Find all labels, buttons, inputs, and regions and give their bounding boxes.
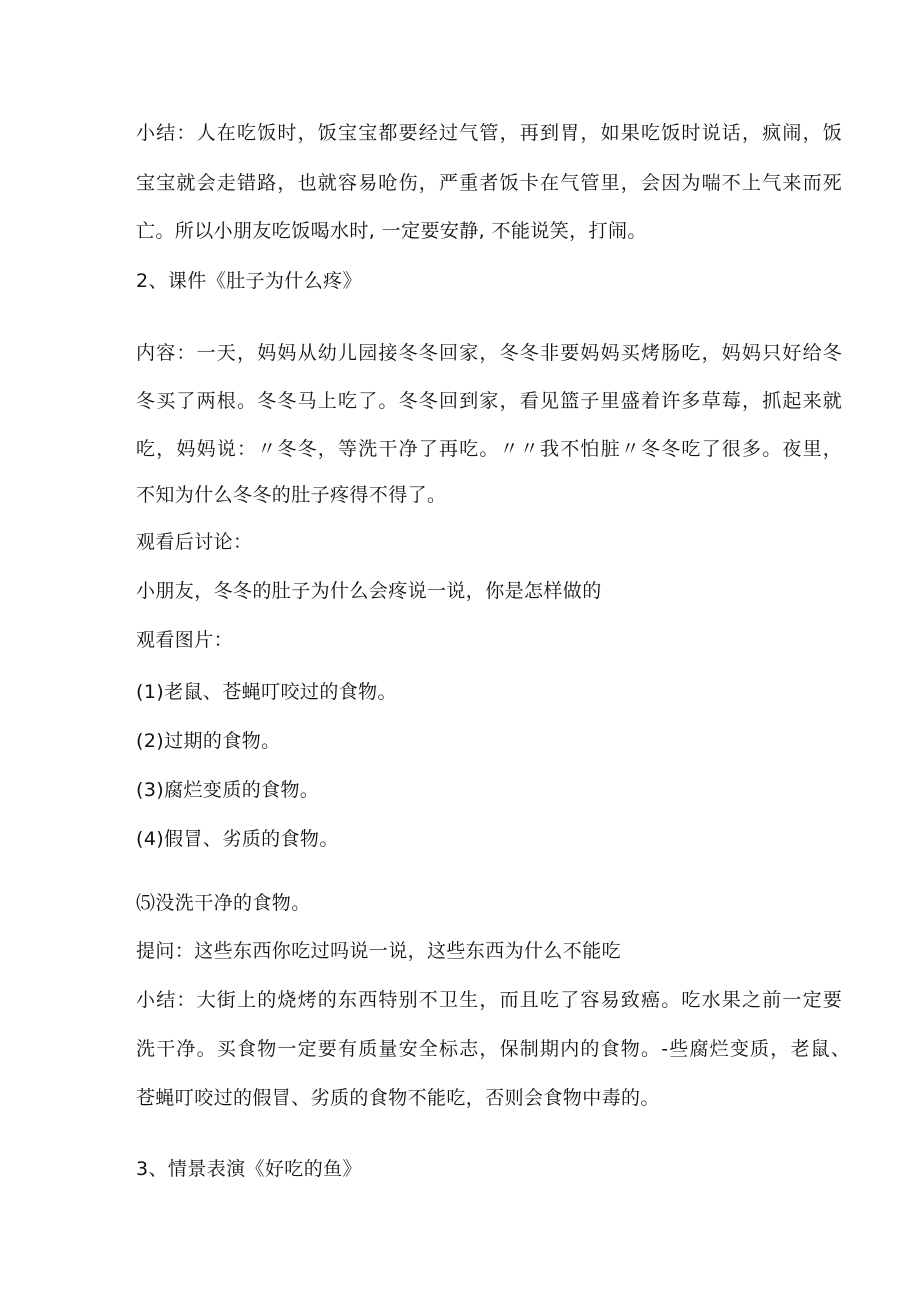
section-heading-3: 3、情景表演《好吃的鱼》 (136, 1158, 362, 1180)
discussion-question: 小朋友，冬冬的肚子为什么会疼说一说，你是怎样做的 (136, 580, 602, 602)
summary-1-line-1: 小结：人在吃饭时，饭宝宝都要经过气管，再到胃，如果吃饭时说话，疯闹，饭 (136, 122, 844, 144)
section-heading-2: 2、课件《肚子为什么疼》 (136, 270, 362, 292)
content-line-4: 不知为什么冬冬的肚子疼得不得了。 (136, 484, 447, 506)
content-line-3: 吃，妈妈说：〃冬冬，等洗干净了再吃。〃〃我不怕脏〃冬冬吃了很多。夜里， (136, 438, 844, 460)
summary-2-line-1: 小结：大街上的烧烤的东西特别不卫生，而且吃了容易致癌。吃水果之前一定要 (136, 989, 844, 1011)
summary-1-line-2: 宝宝就会走错路，也就容易呛伤，严重者饭卡在气管里，会因为喘不上气来而死 (136, 172, 844, 194)
list-item: (1)老鼠、苍蝇叮咬过的食物。 (136, 681, 397, 703)
list-item: (4)假冒、劣质的食物。 (136, 828, 339, 850)
content-line-2: 冬买了两根。冬冬马上吃了。冬冬回到家，看见篮子里盛着许多草莓，抓起来就 (136, 390, 844, 412)
pictures-title: 观看图片： (136, 629, 234, 651)
content-line-1: 内容：一天，妈妈从幼儿园接冬冬回家，冬冬非要妈妈买烤肠吃，妈妈只好给冬 (136, 342, 844, 364)
question-text: 提问：这些东西你吃过吗说一说，这些东西为什么不能吃 (136, 940, 622, 962)
summary-1-line-3: 亡。所以小朋友吃饭喝水时, 一定要安静, 不能说笑，打闹。 (136, 220, 647, 242)
list-item: (3)腐烂变质的食物。 (136, 779, 320, 801)
discussion-title: 观看后讨论： (136, 531, 253, 553)
list-item: ⑸没洗干净的食物。 (136, 892, 311, 914)
summary-2-line-2: 洗干净。买食物一定要有质量安全标志，保制期内的食物。-些腐烂变质，老鼠、 (136, 1038, 852, 1060)
summary-2-line-3: 苍蝇叮咬过的假冒、劣质的食物不能吃，否则会食物中毒的。 (136, 1087, 660, 1109)
list-item: (2)过期的食物。 (136, 730, 281, 752)
